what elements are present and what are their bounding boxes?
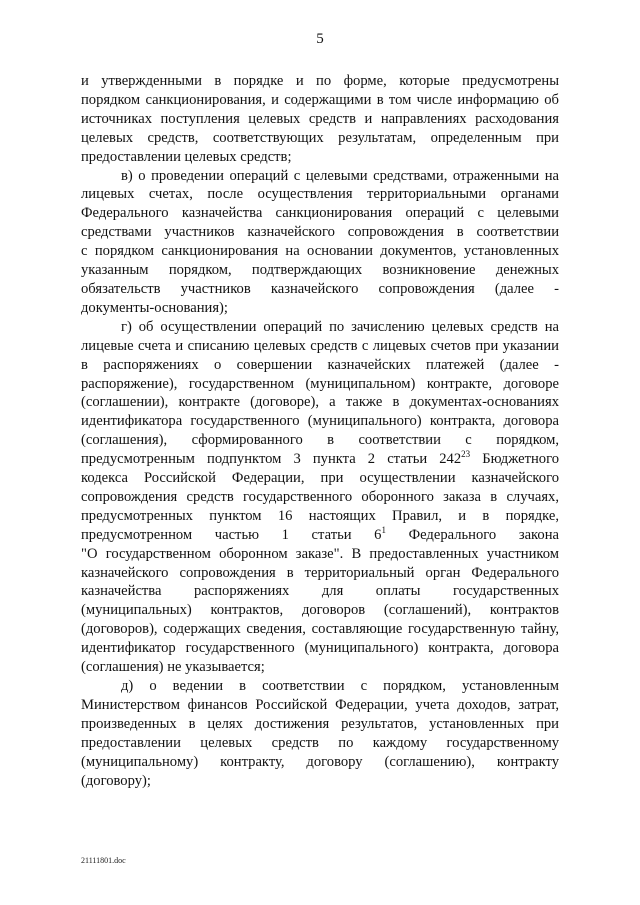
text-line: целевых средств, соответствующих результатам, определенным при xyxy=(81,129,559,146)
text-line: лицевых счетах, после осуществления территориальными органами xyxy=(81,186,559,203)
text-line: Министерством финансов Российской Федерации, учета доходов, затрат, xyxy=(81,696,559,713)
text-line: лицевые счета и списанию целевых средств с лицевых счетов при указании xyxy=(81,337,559,354)
line-text: Бюджетного xyxy=(470,451,559,468)
paragraph-item-g xyxy=(81,318,559,677)
text-line: обязательств участников казначейского сопровождения (далее - xyxy=(81,280,559,297)
text-line: и утвержденными в порядке и по форме, которые предусмотрены xyxy=(81,73,559,89)
text-line: (муниципальному) контракту, договору (соглашению), контракту xyxy=(81,753,559,770)
text-line: "О государственном оборонном заказе". В предоставленных участником xyxy=(81,545,559,562)
text-line: идентификатора государственного (муниципального) контракта, договора xyxy=(81,413,559,430)
paragraph-item-v xyxy=(81,167,559,318)
text-line: (договоров), содержащих сведения, составляющие государственную тайну, xyxy=(81,621,559,638)
text-line: (соглашении), контракте (договоре), а также в документах-основаниях xyxy=(81,394,559,411)
text-line: г) об осуществлении операций по зачислению целевых средств на xyxy=(121,318,559,335)
superscript: 1 xyxy=(381,524,386,535)
superscript: 23 xyxy=(461,449,471,460)
line-text: предусмотренном частью 1 статьи 6 xyxy=(81,526,382,543)
paragraph-item-d xyxy=(81,677,559,790)
text-line-with-superscript xyxy=(81,526,559,545)
text-line: произведенных в целях достижения результатов, установленных при xyxy=(81,715,559,732)
text-line: документы-основания); xyxy=(81,299,228,316)
footer-filename: 21111801.doc xyxy=(81,856,126,865)
line-text: предусмотренным подпунктом 3 пункта 2 статьи 242 xyxy=(81,451,462,468)
line-text: Федерального закона xyxy=(385,526,559,543)
document-body xyxy=(81,72,559,790)
text-line: в) о проведении операций с целевыми средствами, отраженными на xyxy=(121,167,559,184)
text-line: предоставлении целевых средств по каждому государственному xyxy=(81,734,559,751)
text-line: распоряжение), государственном (муниципальном) контракте, договоре xyxy=(81,375,559,392)
text-line: (соглашения) не указывается; xyxy=(81,659,265,676)
paragraph-continuation xyxy=(81,72,559,167)
text-line-with-superscript xyxy=(81,450,559,469)
text-line: (муниципальных) контрактов, договоров (соглашений), контрактов xyxy=(81,602,559,619)
text-line: (договору); xyxy=(81,772,151,789)
text-line: д) о ведении в соответствии с порядком, установленным xyxy=(121,678,559,694)
text-line: средствами участников казначейского сопровождения в соответствии xyxy=(81,224,559,241)
text-line: казначейства распоряжениях для оплаты государственных xyxy=(81,583,559,600)
text-line: указанным порядком, подтверждающих возникновение денежных xyxy=(81,262,559,279)
text-line: идентификатор государственного (муниципального) контракта, договора xyxy=(81,640,559,657)
text-line: предусмотренных пунктом 16 настоящих Правил, и в порядке, xyxy=(81,507,559,524)
text-line: кодекса Российской Федерации, при осуществлении казначейского xyxy=(81,470,559,487)
text-line: в распоряжениях о совершении казначейских платежей (далее - xyxy=(81,356,559,373)
text-line: Федерального казначейства санкционирования операций с целевыми xyxy=(81,205,559,222)
text-line: (соглашения), сформированного в соответствии с порядком, xyxy=(81,432,559,449)
text-line: порядком санкционирования, и содержащими в том числе информацию об xyxy=(81,91,559,108)
text-line: казначейского сопровождения в территориальный орган Федерального xyxy=(81,564,559,581)
text-line: источниках поступления целевых средств и направлениях расходования xyxy=(81,110,559,127)
page-number: 5 xyxy=(316,31,324,47)
text-line: с порядком санкционирования на основании документов, установленных xyxy=(81,243,559,260)
text-line: сопровождения средств государственного оборонного заказа в случаях, xyxy=(81,488,559,505)
text-line: предоставлении целевых средств; xyxy=(81,148,292,165)
